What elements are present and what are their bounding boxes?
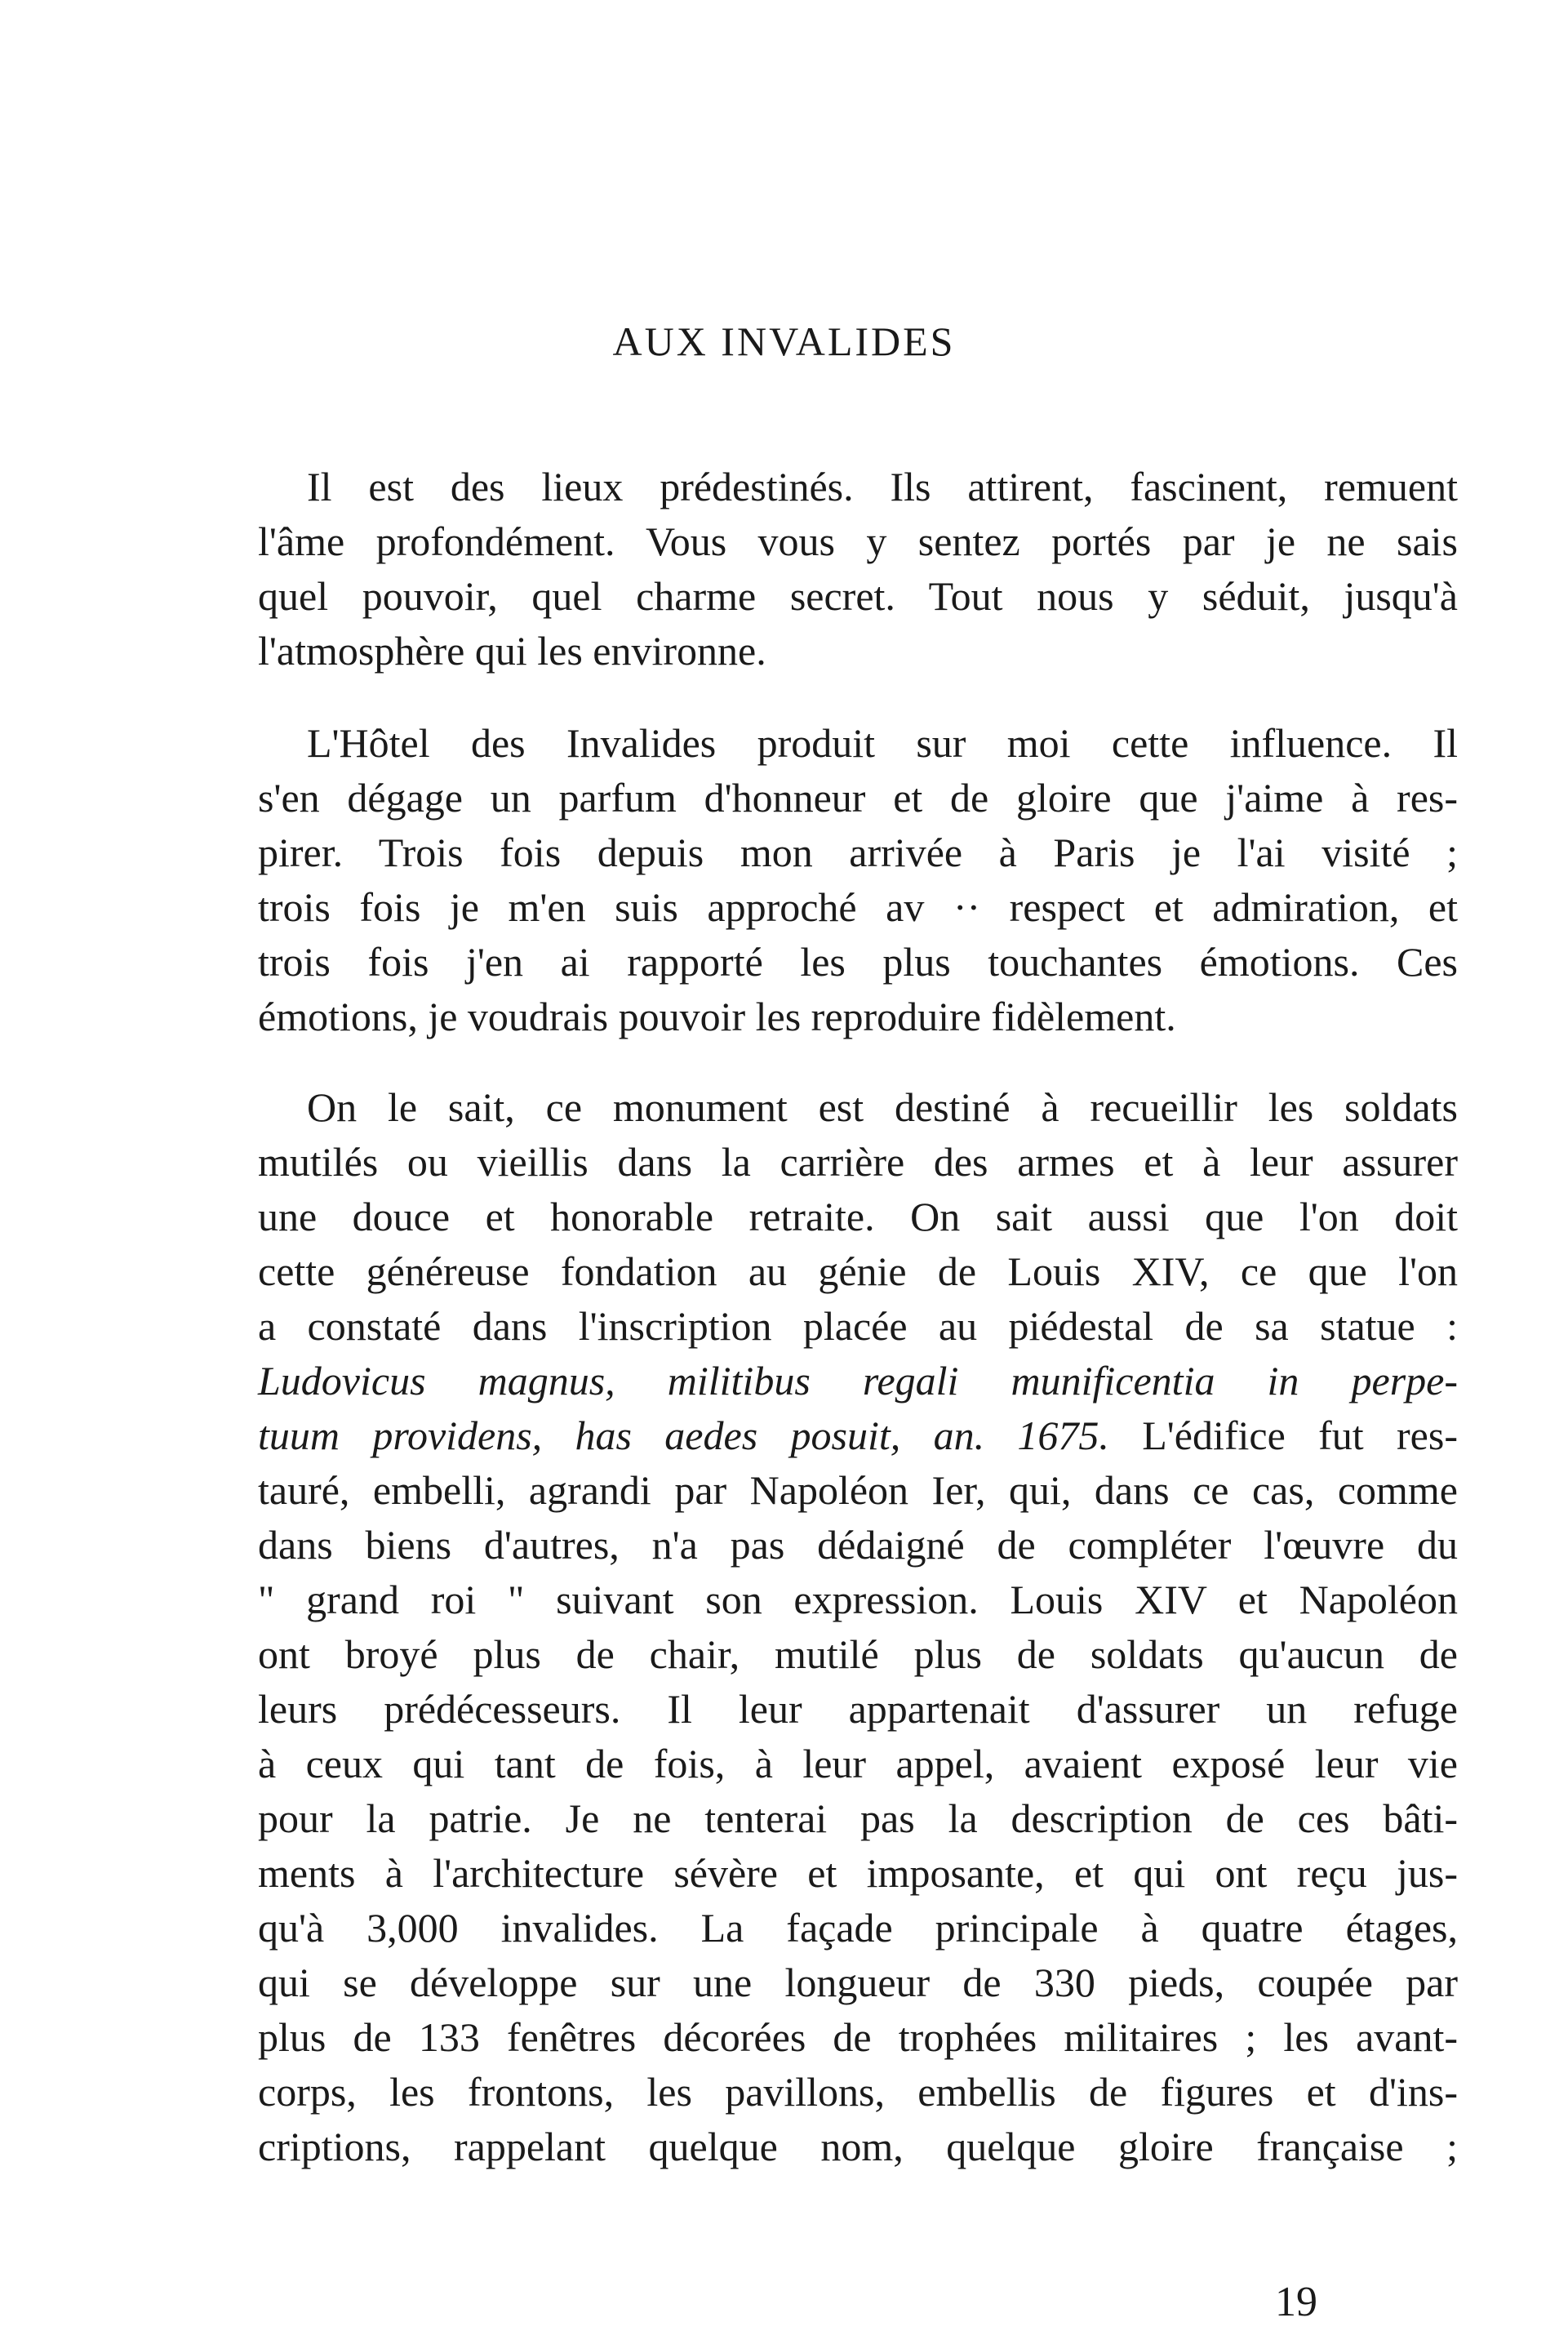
text-line: tauré, embelli, agrandi par Napoléon Ier, qui, dans ce cas, comme (258, 1467, 1458, 1513)
text-line: criptions, rappelant quelque nom, quelque gloire française ; (258, 2124, 1458, 2169)
text-line: pour la patrie. Je ne tenterai pas la description de ces bâti- (258, 1795, 1458, 1841)
text-line: plus de 133 fenêtres décorées de trophées militaires ; les avant- (258, 2014, 1458, 2060)
text-line: a constaté dans l'inscription placée au piédestal de sa statue : (258, 1303, 1458, 1349)
text-line: quel pouvoir, quel charme secret. Tout nous y séduit, jusqu'à (258, 573, 1458, 619)
text-line: corps, les frontons, les pavillons, embellis de figures et d'ins- (258, 2069, 1458, 2115)
text-line: " grand roi " suivant son expression. Louis XIV et Napoléon (258, 1577, 1458, 1622)
text-line: l'âme profondément. Vous vous y sentez portés par je ne sais (258, 518, 1458, 564)
text-line: On le sait, ce monument est destiné à recueillir les soldats (307, 1084, 1458, 1130)
text-line: à ceux qui tant de fois, à leur appel, avaient exposé leur vie (258, 1741, 1458, 1786)
text-line-mixed-italic: tuum providens, has aedes posuit, an. 1675. L'édifice fut res- (258, 1412, 1458, 1458)
text-line: leurs prédécesseurs. Il leur appartenait d'assurer un refuge (258, 1686, 1458, 1732)
page-number: 19 (1275, 2279, 1317, 2325)
text-line: dans biens d'autres, n'a pas dédaigné de compléter l'œuvre du (258, 1522, 1458, 1568)
paragraph-1 (258, 460, 1458, 678)
text-line: ont broyé plus de chair, mutilé plus de soldats qu'aucun de (258, 1631, 1458, 1677)
text-line: émotions, je voudrais pouvoir les reproduire fidèlement. (258, 994, 1176, 1039)
text-line: l'atmosphère qui les environne. (258, 628, 766, 674)
text-line: ments à l'architecture sévère et imposante, et qui ont reçu jus- (258, 1850, 1458, 1896)
text-line: L'Hôtel des Invalides produit sur moi cette influence. Il (307, 720, 1458, 766)
text-line: qu'à 3,000 invalides. La façade principale à quatre étages, (258, 1905, 1458, 1951)
text-line: Il est des lieux prédestinés. Ils attirent, fascinent, remuent (307, 464, 1458, 509)
text-line: mutilés ou vieillis dans la carrière des armes et à leur assurer (258, 1139, 1458, 1185)
text-line: une douce et honorable retraite. On sait aussi que l'on doit (258, 1194, 1458, 1239)
text-line: trois fois j'en ai rapporté les plus touchantes émotions. Ces (258, 939, 1458, 985)
text-line: pirer. Trois fois depuis mon arrivée à Paris je l'ai visité ; (258, 830, 1458, 875)
text-line: trois fois je m'en suis approché av ·· respect et admiration, et (258, 884, 1458, 930)
text-line-latin-inscription: Ludovicus magnus, militibus regali munificentia in perpe- (258, 1358, 1458, 1404)
paragraph-2 (258, 716, 1458, 1044)
paragraph-3 (258, 1080, 1458, 2174)
text-line: s'en dégage un parfum d'honneur et de gloire que j'aime à res- (258, 775, 1458, 821)
text-line: cette généreuse fondation au génie de Louis XIV, ce que l'on (258, 1248, 1458, 1294)
text-line: qui se développe sur une longueur de 330 pieds, coupée par (258, 1960, 1458, 2005)
chapter-title: AUX INVALIDES (612, 318, 956, 364)
